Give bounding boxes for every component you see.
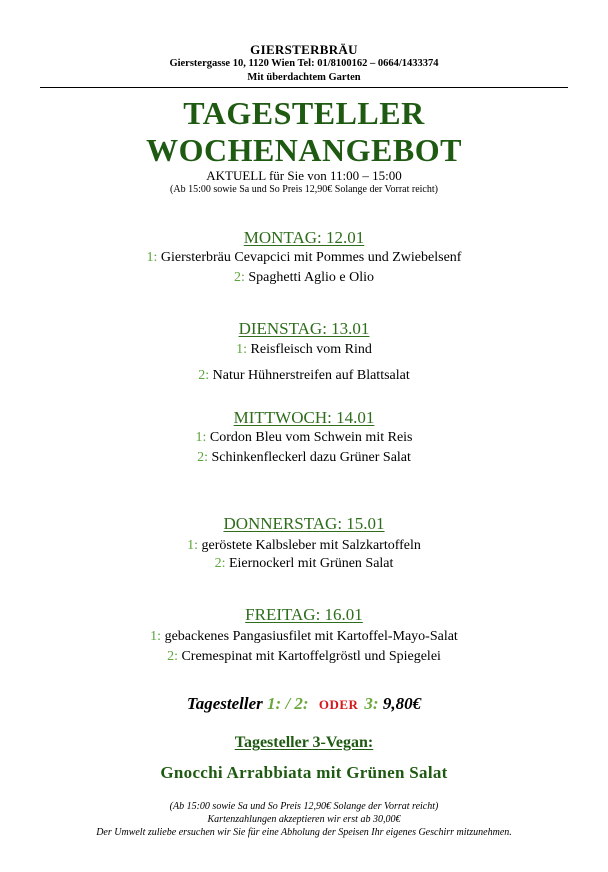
dish-text: gebackenes Pangasiusfilet mit Kartoffel-Mayo-Salat — [164, 629, 458, 644]
dish-item — [0, 450, 608, 466]
day-heading-monday: MONTAG: 12.01 — [243, 228, 365, 247]
price-options-1-2: 1: / 2: — [267, 694, 309, 713]
price-option-3: 3: — [364, 694, 379, 713]
day-heading-tuesday: DIENSTAG: 13.01 — [238, 319, 370, 338]
dish-item — [0, 270, 608, 286]
restaurant-address: Gierstergasse 10, 1120 Wien Tel: 01/8100162 – 0664/1433374 — [169, 58, 439, 69]
oder-label: ODER — [318, 697, 359, 712]
restaurant-name: GIERSTERBRÄU — [250, 42, 358, 57]
dish-item — [0, 430, 608, 446]
day-heading-wednesday: MITTWOCH: 14.01 — [233, 408, 375, 427]
dish-item — [0, 556, 608, 572]
dish-number: 2: — [214, 556, 226, 571]
dish-number: 1: — [146, 250, 158, 265]
dish-item — [0, 368, 608, 384]
dish-text: Spaghetti Aglio e Olio — [248, 270, 374, 285]
vegan-dish: Gnocchi Arrabbiata mit Grünen Salat — [160, 763, 448, 782]
dish-number: 2: — [234, 270, 245, 285]
dish-text: Giersterbräu Cevapcici mit Pommes und Zwiebelsenf — [160, 250, 462, 265]
opening-hours: AKTUELL für Sie von 11:00 – 15:00 — [206, 168, 402, 183]
page-title-line2: WOCHENANGEBOT — [146, 132, 462, 168]
dish-number: 2: — [197, 450, 208, 465]
dish-number: 1: — [195, 430, 207, 445]
dish-text: Reisfleisch vom Rind — [250, 342, 372, 357]
dish-number: 1: — [150, 629, 162, 644]
dish-item — [0, 649, 608, 665]
dish-item — [0, 342, 608, 358]
dish-text: Schinkenfleckerl dazu Grüner Salat — [211, 450, 411, 465]
header-divider — [40, 87, 568, 88]
dish-number: 1: — [236, 342, 248, 357]
vegan-heading: Tagesteller 3-Vegan: — [234, 734, 374, 751]
day-heading-thursday: DONNERSTAG: 15.01 — [223, 514, 385, 533]
price-line — [0, 694, 608, 714]
dish-text: Cordon Bleu vom Schwein mit Reis — [209, 430, 413, 445]
garden-note: Mit überdachtem Garten — [247, 72, 361, 83]
page-title-line1: TAGESTELLER — [183, 95, 425, 131]
dish-text: Cremespinat mit Kartoffelgröstl und Spiegelei — [181, 649, 441, 664]
dish-text: geröstete Kalbsleber mit Salzkartoffeln — [201, 538, 421, 553]
dish-number: 2: — [198, 368, 210, 383]
price-note: (Ab 15:00 sowie Sa und So Preis 12,90€ Solange der Vorrat reicht) — [170, 184, 438, 195]
price-value: 9,80€ — [382, 694, 422, 713]
footer-environment-note: Der Umwelt zuliebe ersuchen wir Sie für eine Abholung der Speisen Ihr eigenes Geschirr mitzunehmen. — [96, 827, 512, 838]
dish-text: Natur Hühnerstreifen auf Blattsalat — [212, 368, 410, 383]
dish-number: 1: — [187, 538, 198, 553]
dish-item — [0, 250, 608, 266]
day-heading-friday: FREITAG: 16.01 — [245, 605, 363, 624]
footer-card-note: Kartenzahlungen akzeptieren wir erst ab 30,00€ — [207, 814, 401, 825]
price-label: Tagesteller — [186, 694, 263, 713]
footer-price-note: (Ab 15:00 sowie Sa und So Preis 12,90€ Solange der Vorrat reicht) — [169, 801, 439, 812]
dish-item — [0, 538, 608, 554]
dish-number: 2: — [167, 649, 178, 664]
dish-item — [0, 629, 608, 645]
dish-text: Eiernockerl mit Grünen Salat — [228, 556, 394, 571]
